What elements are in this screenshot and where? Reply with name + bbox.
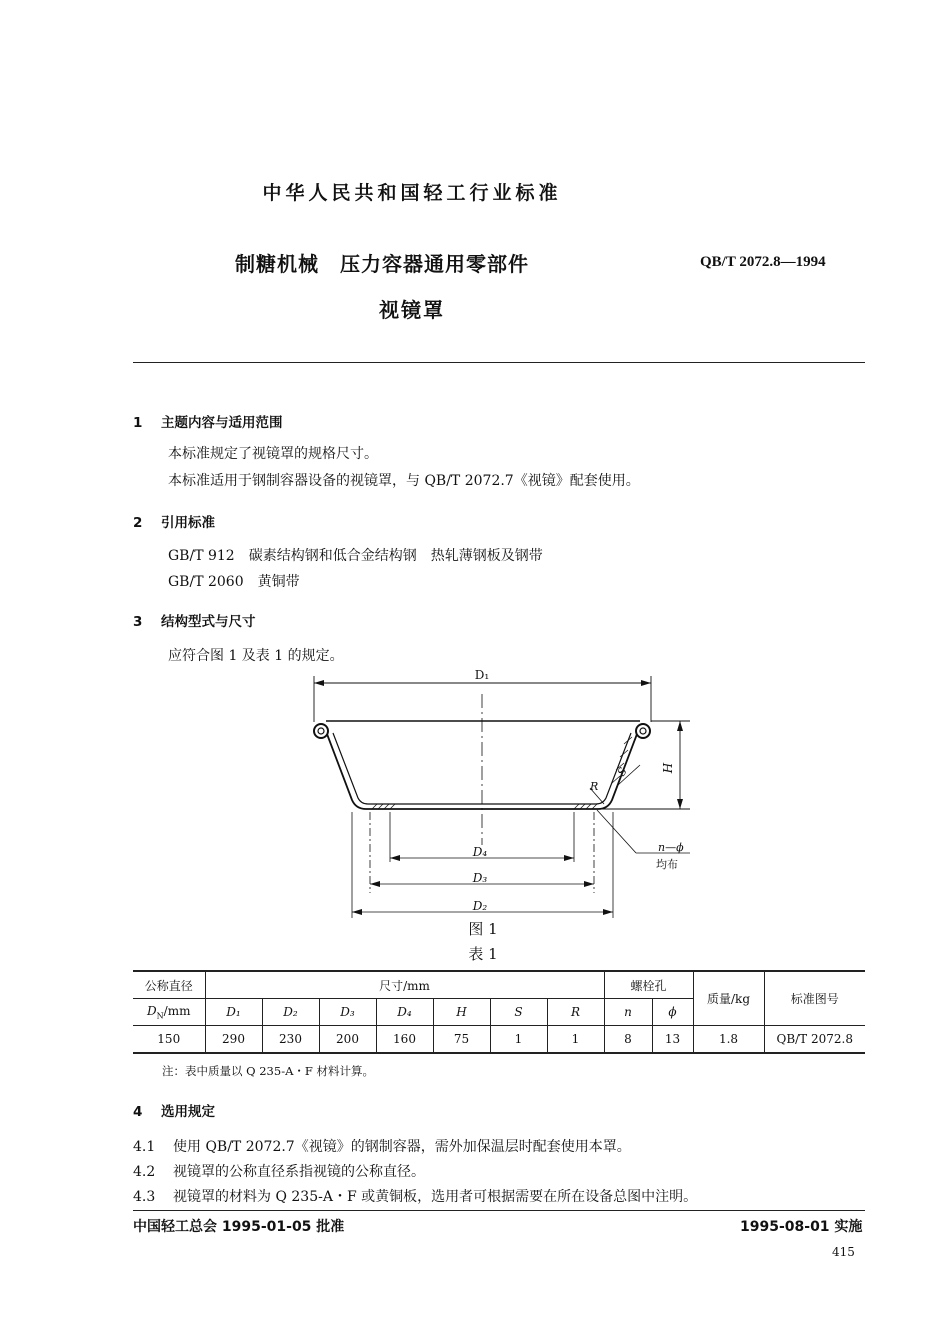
section-number: 1 [133,415,143,431]
paragraph: 本标准规定了视镜罩的规格尺寸。 [168,446,378,462]
paragraph: 应符合图 1 及表 1 的规定。 [168,648,344,664]
section-number: 3 [133,614,143,630]
sub-header-d1: D₁ [205,999,262,1026]
doc-subtitle: 视镜罩 [379,298,445,322]
table-row [133,1026,865,1054]
sub-header-d4: D₄ [376,999,433,1026]
section-title: 引用标准 [161,515,215,531]
label-h: H [661,762,675,774]
header-nominal-symbol [133,999,205,1026]
section-title: 结构型式与尺寸 [161,614,256,630]
label-d1: D₁ [474,668,490,682]
sub-header-r: R [547,999,604,1026]
header-nominal [133,971,205,999]
section-title: 主题内容与适用范围 [161,415,283,431]
section-2-heading [133,511,215,531]
sub-header-h: H [433,999,490,1026]
cell-r: 1 [547,1026,604,1054]
label-r: R [590,780,599,793]
header-mass: 质量/kg [693,971,764,1026]
label-d4: D₄ [472,845,488,859]
sub-header-s: S [490,999,547,1026]
figure-caption: 图 1 [468,920,498,938]
cell-std-drawing: QB/T 2072.8 [764,1026,865,1054]
label-d2: D₂ [472,899,488,913]
cell-s: 1 [490,1026,547,1054]
symbol-sub: N [156,1011,164,1021]
label-holes-note: 均布 [656,858,678,871]
cell-phi: 13 [652,1026,693,1054]
approval-date: 中国轻工总会 1995-01-05 批准 [133,1219,345,1235]
section-title: 选用规定 [161,1104,215,1120]
reference-item: GB/T 912 碳素结构钢和低合金结构钢 热轧薄钢板及钢带 [168,548,543,564]
doc-title: 制糖机械 压力容器通用零部件 [235,252,529,276]
label-holes: n—ϕ [658,841,684,854]
figure-1-drawing [300,664,720,919]
table-note: 注：表中质量以 Q 235-A・F 材料计算。 [162,1064,375,1078]
cell-h: 75 [433,1026,490,1054]
item-number: 4.2 [133,1164,156,1180]
spec-table [133,970,865,1054]
sub-header-n: n [604,999,652,1026]
cell-d3: 200 [319,1026,376,1054]
list-item [133,1161,425,1181]
cell-nominal: 150 [133,1026,205,1054]
section-1-heading [133,411,283,431]
org-title: 中华人民共和国轻工行业标准 [262,182,562,204]
sub-header-d3: D₃ [319,999,376,1026]
label-d3: D₃ [472,871,488,885]
section-4-heading [133,1100,215,1120]
label-s: S [614,765,630,779]
item-number: 4.1 [133,1139,156,1155]
item-text: 视镜罩的公称直径系指视镜的公称直径。 [173,1164,425,1180]
paragraph: 本标准适用于钢制容器设备的视镜罩，与 QB/T 2072.7《视镜》配套使用。 [168,473,640,489]
header-nominal-label: 公称直径 [144,978,193,993]
cell-d1: 290 [205,1026,262,1054]
header-bolt-holes: 螺栓孔 [604,971,693,999]
section-number: 2 [133,515,143,531]
header-divider [133,362,865,363]
sub-header-phi: ϕ [652,999,693,1026]
symbol-d: D [147,1003,157,1018]
header-std-drawing: 标准图号 [764,971,865,1026]
symbol-unit: /mm [163,1003,191,1018]
cell-n: 8 [604,1026,652,1054]
item-text: 视镜罩的材料为 Q 235-A・F 或黄铜板，选用者可根据需要在所在设备总图中注明。 [173,1189,698,1205]
reference-item: GB/T 2060 黄铜带 [168,574,300,590]
item-text: 使用 QB/T 2072.7《视镜》的钢制容器，需外加保温层时配套使用本罩。 [173,1139,631,1155]
cell-d2: 230 [262,1026,319,1054]
table-caption: 表 1 [468,945,498,963]
footer-divider [133,1210,865,1211]
list-item [133,1186,697,1206]
cell-mass: 1.8 [693,1026,764,1054]
sub-header-d2: D₂ [262,999,319,1026]
section-number: 4 [133,1104,143,1120]
item-number: 4.3 [133,1189,156,1205]
header-dims: 尺寸/mm [205,971,604,999]
doc-number: QB/T 2072.8—1994 [700,254,826,270]
list-item [133,1136,631,1156]
page-number: 415 [832,1245,855,1259]
cell-d4: 160 [376,1026,433,1054]
section-3-heading [133,610,256,630]
effective-date: 1995-08-01 实施 [740,1219,863,1235]
